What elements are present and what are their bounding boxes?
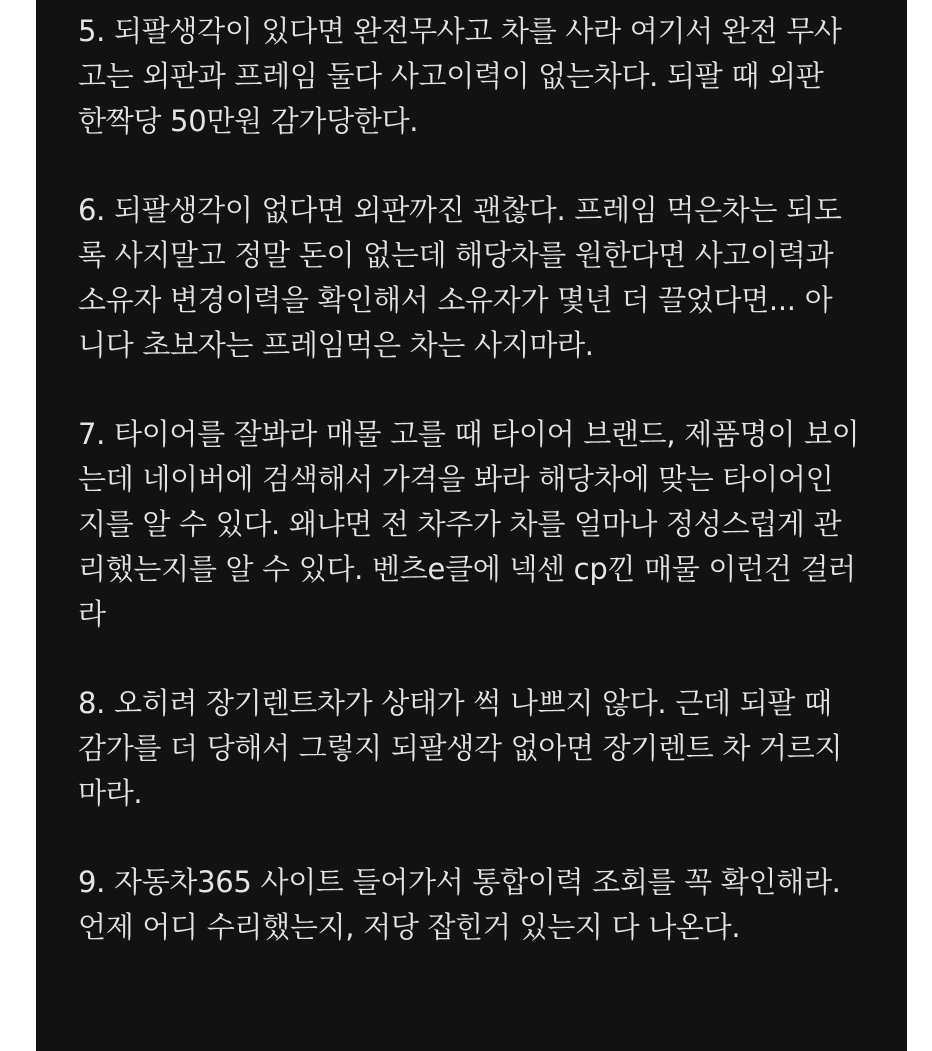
tip-7-line-4: 리했는지를 알 수 있다. 벤츠e클에 넥센 cp낀 매물 이런건 걸러 — [78, 552, 856, 586]
tip-6-line-2: 록 사지말고 정말 돈이 없는데 해당차를 원한다면 사고이력과 — [78, 238, 834, 272]
tip-5 — [78, 9, 878, 144]
tips-list — [78, 9, 878, 950]
tip-5-line-3: 한짝당 50만원 감가당한다. — [78, 104, 419, 138]
tip-7 — [78, 412, 878, 637]
tip-8 — [78, 681, 878, 816]
tip-8-line-2: 감가를 더 당해서 그렇지 되팔생각 없아면 장기렌트 차 거르지 — [78, 731, 843, 765]
tip-8-line-1: 8. 오히려 장기렌트차가 상태가 썩 나쁘지 않다. 근데 되팔 때 — [78, 686, 832, 720]
tip-7-line-2: 는데 네이버에 검색해서 가격을 봐라 해당차에 맞는 타이어인 — [78, 462, 834, 496]
paragraph-gap — [78, 816, 878, 860]
tip-6-line-4: 니다 초보자는 프레임먹은 차는 사지마라. — [78, 328, 594, 362]
paragraph-gap — [78, 144, 878, 188]
tip-7-line-3: 지를 알 수 있다. 왜냐면 전 차주가 차를 얼마나 정성스럽게 관 — [78, 507, 842, 541]
tip-7-line-5: 라 — [78, 597, 106, 631]
tip-6-line-1: 6. 되팔생각이 없다면 외판까진 괜찮다. 프레임 먹은차는 되도 — [78, 193, 842, 227]
paragraph-gap — [78, 368, 878, 412]
tip-7-line-1: 7. 타이어를 잘봐라 매물 고를 때 타이어 브랜드, 제품명이 보이 — [78, 417, 860, 451]
paragraph-gap — [78, 637, 878, 681]
tip-5-line-2: 고는 외판과 프레임 둘다 사고이력이 없는차다. 되팔 때 외판 — [78, 59, 824, 93]
tip-8-line-3: 마라. — [78, 776, 143, 810]
tip-6 — [78, 188, 878, 368]
tip-9-line-1: 9. 자동차365 사이트 들어가서 통합이력 조회를 꼭 확인해라. — [78, 865, 841, 899]
tip-9-line-2: 언제 어디 수리했는지, 저당 잡힌거 있는지 다 나온다. — [78, 910, 741, 944]
tip-5-line-1: 5. 되팔생각이 있다면 완전무사고 차를 사라 여기서 완전 무사 — [78, 14, 842, 48]
tip-9 — [78, 860, 878, 950]
dark-text-panel — [36, 0, 907, 1051]
tip-6-line-3: 소유자 변경이력을 확인해서 소유자가 몇년 더 끌었다면... 아 — [78, 283, 833, 317]
